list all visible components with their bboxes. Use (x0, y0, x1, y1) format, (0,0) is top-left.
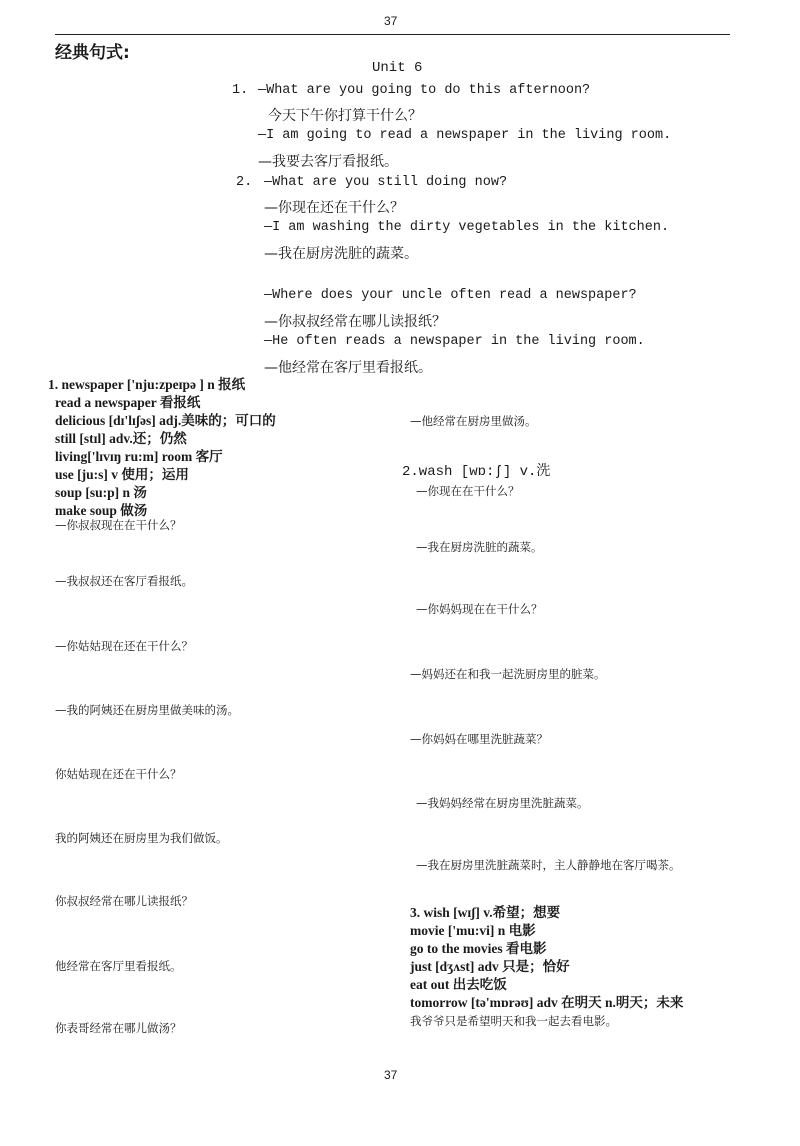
left-exercise-1: —你叔叔现在在干什么？ (55, 518, 182, 532)
right-exercise-5: —你妈妈在哪里洗脏蔬菜？ (410, 732, 548, 746)
page-number-top: 37 (384, 14, 398, 28)
q2-chinese: —你现在还在干什么？ (264, 200, 404, 216)
vocab-line: 1. newspaper ['nju:zpeɪpə ] n 报纸 (48, 377, 246, 392)
q1-number: 1. (232, 83, 249, 98)
q2-english: —What are you still doing now? (264, 175, 508, 190)
left-exercise-5: 你姑姑现在还在干什么？ (55, 767, 182, 781)
vocab-line: soup [su:p] n 汤 (55, 485, 147, 500)
vocab-line: delicious [dɪ'lɪʃəs] adj.美味的；可口的 (55, 413, 276, 428)
left-exercise-9: 你表哥经常在哪儿做汤？ (55, 1021, 182, 1035)
left-exercise-8: 他经常在客厅里看报纸。 (55, 959, 182, 973)
header-rule (55, 34, 730, 35)
vocab-line: living['lɪvɪŋ ru:m] room 客厅 (55, 449, 223, 464)
vocab-line: movie ['mu:vi] n 电影 (410, 923, 536, 938)
left-exercise-2: —我叔叔还在客厅看报纸。 (55, 574, 193, 588)
a1-chinese: —我要去客厅看报纸。 (258, 154, 398, 170)
wash-heading: 2.wash [wɒ:ʃ] v.洗 (402, 464, 551, 480)
vocab-line: make soup 做汤 (55, 503, 148, 518)
vocab-line: just [dʒʌst] adv 只是；恰好 (410, 959, 570, 974)
vocab-block-wish (410, 904, 683, 1012)
vocab-line: still [stɪl] adv.还；仍然 (55, 431, 187, 446)
a2-english: —I am washing the dirty vegetables in the kitchen. (264, 220, 670, 235)
vocab-line: eat out 出去吃饭 (410, 977, 507, 992)
a3-chinese: —他经常在客厅里看报纸。 (264, 360, 432, 376)
vocab-line: 3. wish [wɪʃ] v.希望；想要 (410, 905, 561, 920)
q3-english: —Where does your uncle often read a newspaper? (264, 288, 637, 303)
wish-example-sentence: 我爷爷只是希望明天和我一起去看电影。 (410, 1014, 617, 1028)
vocab-block-newspaper (48, 376, 276, 520)
right-exercise-6: —我妈妈经常在厨房里洗脏蔬菜。 (416, 796, 589, 810)
q1-chinese: 今天下午你打算干什么？ (268, 108, 422, 124)
right-exercise-3: —你妈妈现在在干什么？ (416, 602, 543, 616)
left-exercise-3: —你姑姑现在还在干什么？ (55, 639, 193, 653)
q1-english: —What are you going to do this afternoon? (258, 83, 591, 98)
q2-number: 2. (236, 175, 253, 190)
right-exercise-4: —妈妈还在和我一起洗厨房里的脏菜。 (410, 667, 606, 681)
right-exercise-7: —我在厨房里洗脏蔬菜时，主人静静地在客厅喝茶。 (416, 858, 681, 872)
right-exercise-1: —你现在在干什么？ (416, 484, 520, 498)
right-exercise-2: —我在厨房洗脏的蔬菜。 (416, 540, 543, 554)
vocab-line: tomorrow [tə'mɒrəʊ] adv 在明天 n.明天；未来 (410, 995, 684, 1010)
vocab-line: use [ju:s] v 使用；运用 (55, 467, 189, 482)
left-exercise-7: 你叔叔经常在哪儿读报纸？ (55, 894, 193, 908)
a1-english: —I am going to read a newspaper in the living room. (258, 128, 672, 143)
section-title: 经典句式: (55, 43, 130, 63)
right-top-sentence: —他经常在厨房里做汤。 (410, 414, 537, 428)
q3-chinese: —你叔叔经常在哪儿读报纸？ (264, 314, 446, 330)
vocab-line: go to the movies 看电影 (410, 941, 547, 956)
a3-english: —He often reads a newspaper in the living room. (264, 334, 645, 349)
left-exercise-6: 我的阿姨还在厨房里为我们做饭。 (55, 831, 228, 845)
vocab-line: read a newspaper 看报纸 (55, 395, 201, 410)
a2-chinese: —我在厨房洗脏的蔬菜。 (264, 246, 418, 262)
unit-title: Unit 6 (372, 60, 423, 76)
left-exercise-4: —我的阿姨还在厨房里做美味的汤。 (55, 703, 239, 717)
page-number-bottom: 37 (384, 1068, 398, 1082)
